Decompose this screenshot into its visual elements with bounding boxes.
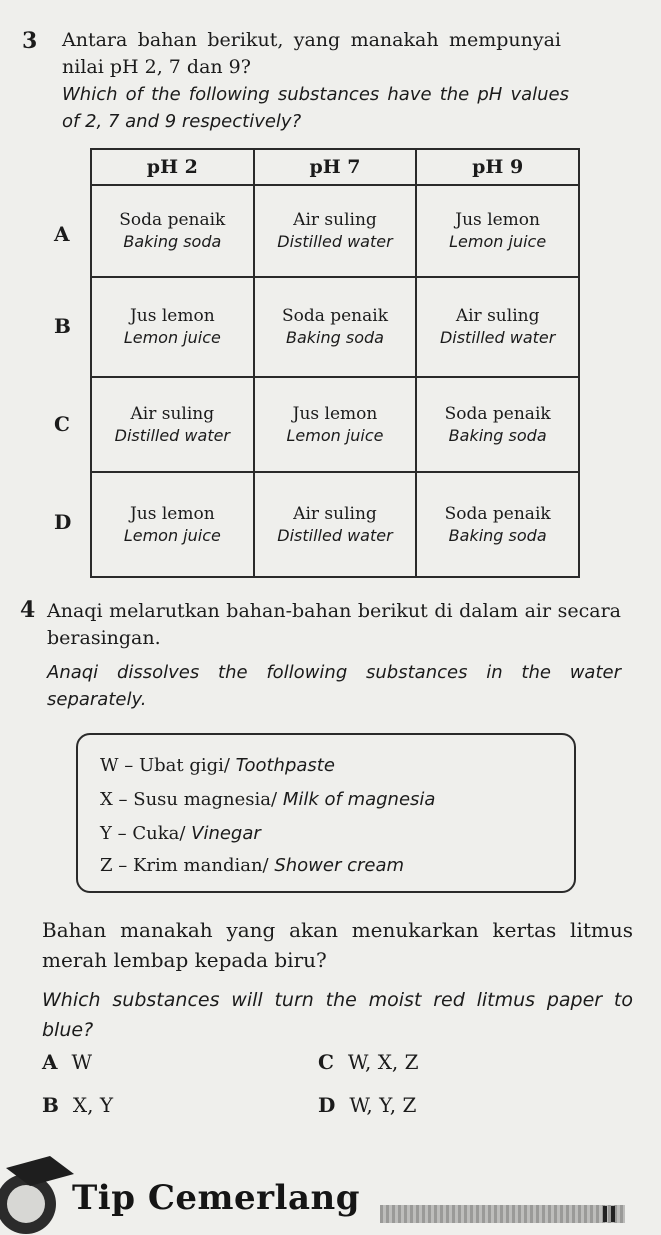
options-table: [90, 148, 580, 578]
table-cell: Soda penaik Baking soda: [91, 185, 254, 277]
table-cell: Air suling Distilled water: [254, 472, 417, 577]
option-label-b[interactable]: B: [54, 314, 71, 338]
table-cell: Jus lemon Lemon juice: [91, 472, 254, 577]
mortarboard-icon: [0, 1148, 80, 1235]
table-cell: Jus lemon Lemon juice: [91, 277, 254, 377]
substance-z: Z – Krim mandian/ Shower cream: [100, 855, 405, 876]
question-3-number: 3: [22, 28, 38, 54]
substance-w: W – Ubat gigi/ Toothpaste: [100, 755, 335, 776]
question-3-english: Which of the following substances have the pH values of 2, 7 and 9 respectively?: [62, 84, 569, 132]
tip-decoration-bar: [380, 1205, 625, 1223]
substance-y: Y – Cuka/ Vinegar: [100, 823, 261, 844]
option-row-a: [91, 185, 579, 277]
header-ph7: pH 7: [254, 149, 417, 185]
question-4-malay: Anaqi melarutkan bahan-bahan berikut di dalam air secara berasingan.: [47, 600, 621, 649]
table-cell: Air suling Distilled water: [254, 185, 417, 277]
tip-marker: [611, 1206, 615, 1222]
table-cell: Air suling Distilled water: [416, 277, 579, 377]
question-4-number: 4: [20, 597, 36, 623]
answer-c[interactable]: C W, X, Z: [318, 1050, 419, 1074]
option-label-d[interactable]: D: [54, 510, 72, 534]
substance-x: X – Susu magnesia/ Milk of magnesia: [100, 789, 436, 810]
answer-d[interactable]: D W, Y, Z: [318, 1093, 417, 1117]
answer-a[interactable]: A W: [42, 1050, 93, 1074]
table-cell: Jus lemon Lemon juice: [254, 377, 417, 472]
question-4-english: Anaqi dissolves the following substances in the water separately.: [47, 662, 621, 710]
table-cell: Jus lemon Lemon juice: [416, 185, 579, 277]
option-label-c[interactable]: C: [54, 412, 70, 436]
table-cell: Soda penaik Baking soda: [416, 472, 579, 577]
header-ph9: pH 9: [416, 149, 579, 185]
substances-box: [76, 733, 576, 893]
tip-cemerlang-title: Tip Cemerlang: [72, 1178, 360, 1218]
table-cell: Soda penaik Baking soda: [254, 277, 417, 377]
question-3-malay: Antara bahan berikut, yang manakah mempunyai nilai pH 2, 7 dan 9?: [62, 29, 561, 78]
answer-b[interactable]: B X, Y: [42, 1093, 114, 1117]
option-row-d: [91, 472, 579, 577]
question-4b-english: Which substances will turn the moist red litmus paper to blue?: [42, 989, 633, 1041]
header-ph2: pH 2: [91, 149, 254, 185]
option-row-c: [91, 377, 579, 472]
option-row-b: [91, 277, 579, 377]
table-cell: Soda penaik Baking soda: [416, 377, 579, 472]
tip-marker: [603, 1206, 607, 1222]
question-4b-malay: Bahan manakah yang akan menukarkan kertas litmus merah lembap kepada biru?: [42, 918, 633, 972]
table-cell: Air suling Distilled water: [91, 377, 254, 472]
option-label-a[interactable]: A: [54, 222, 70, 246]
